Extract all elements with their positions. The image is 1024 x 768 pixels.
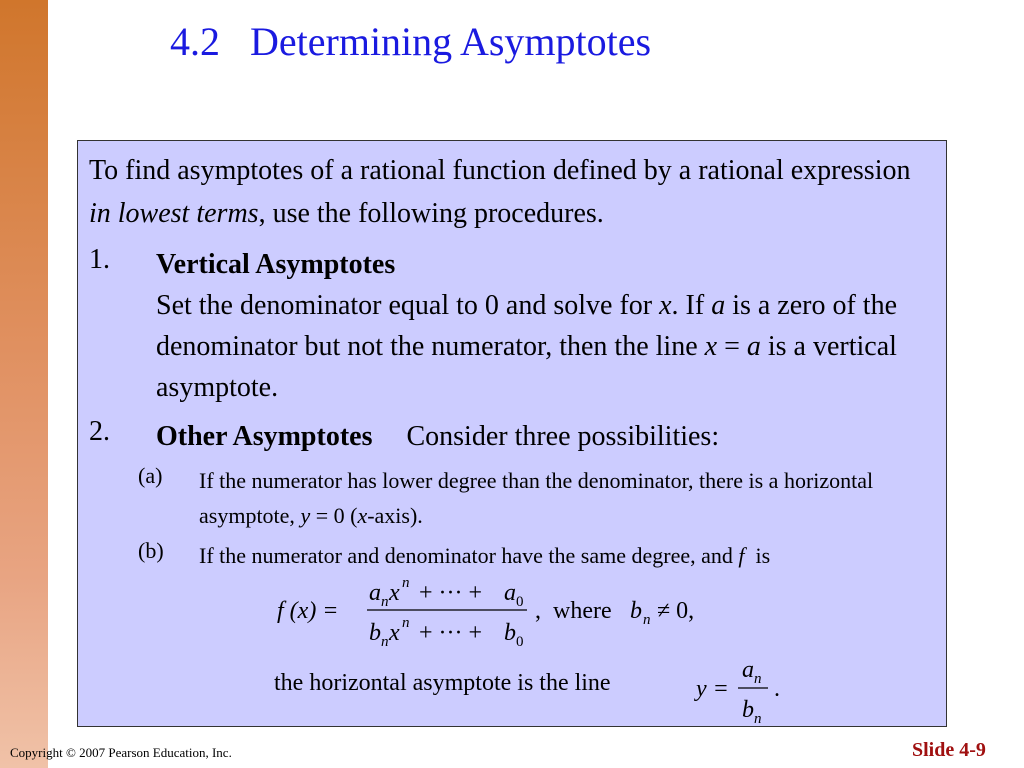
numerator-exp-n: n bbox=[402, 575, 410, 591]
intro-text: To find asymptotes of a rational function defined by a rational expression bbox=[89, 155, 911, 186]
slide-number: Slide 4-9 bbox=[912, 739, 986, 761]
condition-text: ≠ 0, bbox=[657, 598, 695, 624]
step1-heading: Vertical Asymptotes bbox=[156, 249, 396, 280]
denominator-dots: + ··· + bbox=[419, 620, 483, 646]
denominator-exp-n: n bbox=[402, 615, 410, 631]
hline-y: y = bbox=[696, 676, 729, 702]
step1-body bbox=[156, 244, 926, 408]
sub-b-var-f: f bbox=[738, 543, 745, 568]
step1-eq-sign: = bbox=[717, 331, 747, 362]
step1-text: is a vertical asymptote. bbox=[156, 331, 897, 403]
numerator-a0: a bbox=[504, 580, 516, 606]
numerator-sub-0: 0 bbox=[516, 594, 524, 610]
step1-number: 1. bbox=[89, 244, 110, 275]
step2-text: Consider three possibilities: bbox=[406, 421, 720, 452]
numerator-x: x bbox=[389, 580, 400, 606]
step2-heading: Other Asymptotes bbox=[156, 421, 373, 452]
section-title: Determining Asymptotes bbox=[250, 19, 652, 64]
rational-function-formula bbox=[273, 573, 723, 648]
step1-eq-a: a bbox=[746, 331, 761, 362]
numerator-a: a bbox=[369, 580, 381, 606]
step1-text: . If bbox=[671, 290, 712, 321]
denominator-b0: b bbox=[504, 620, 516, 646]
step1-var-a: a bbox=[711, 290, 726, 321]
sub-a-label: (a) bbox=[138, 463, 163, 488]
numerator-sub-n: n bbox=[381, 594, 389, 610]
decorative-sidebar bbox=[0, 0, 48, 768]
sub-a-text: If the numerator has lower degree than the denominator, there is a horizontal asymptote, bbox=[199, 468, 874, 528]
horizontal-asymptote-line bbox=[274, 651, 794, 726]
sub-b-label: (b) bbox=[138, 538, 164, 563]
step2-body bbox=[156, 416, 926, 457]
formula-comma: , bbox=[535, 598, 541, 624]
denominator-x: x bbox=[389, 620, 400, 646]
hline-num-a: a bbox=[742, 657, 754, 683]
section-number: 4.2 bbox=[170, 19, 220, 64]
condition-sub-n: n bbox=[643, 612, 651, 628]
sub-a-var-y: y bbox=[300, 503, 311, 528]
hline-den-sub: n bbox=[754, 711, 762, 726]
intro-emphasis: in lowest terms bbox=[89, 198, 259, 229]
intro-text-end: , use the following procedures. bbox=[258, 198, 604, 229]
step1-eq-x: x bbox=[704, 331, 718, 362]
step1-var-x: x bbox=[659, 290, 672, 321]
hline-den-b: b bbox=[742, 697, 754, 723]
sub-b-body bbox=[199, 538, 939, 573]
sub-a-text: = 0 ( bbox=[310, 503, 358, 528]
step1-text: Set the denominator equal to 0 and solve for bbox=[156, 290, 660, 321]
sub-a-var-x: x bbox=[357, 503, 368, 528]
hline-text: the horizontal asymptote is the line bbox=[274, 670, 611, 696]
denominator-sub-n: n bbox=[381, 634, 389, 648]
step1-text: is a zero of the denominator but not the numerator, then the line bbox=[156, 290, 898, 362]
denominator-sub-0: 0 bbox=[516, 634, 524, 648]
denominator-b: b bbox=[369, 620, 381, 646]
hline-num-sub: n bbox=[754, 671, 762, 687]
numerator-dots: + ··· + bbox=[419, 580, 483, 606]
sub-a-body bbox=[199, 463, 939, 533]
condition-b: b bbox=[630, 598, 642, 624]
where-label: where bbox=[553, 598, 612, 624]
hline-period: . bbox=[774, 676, 780, 702]
intro-paragraph bbox=[89, 149, 939, 235]
slide-title bbox=[170, 18, 651, 65]
copyright-notice: Copyright © 2007 Pearson Education, Inc. bbox=[10, 745, 232, 760]
sub-b-text-end: is bbox=[744, 543, 771, 568]
hline-formula bbox=[274, 651, 794, 726]
step2-number: 2. bbox=[89, 416, 110, 447]
formula-lhs: f (x) = bbox=[277, 598, 339, 624]
content-box bbox=[77, 140, 947, 727]
sub-b-text: If the numerator and denominator have the same degree, and bbox=[199, 543, 739, 568]
sub-a-text: -axis). bbox=[367, 503, 423, 528]
